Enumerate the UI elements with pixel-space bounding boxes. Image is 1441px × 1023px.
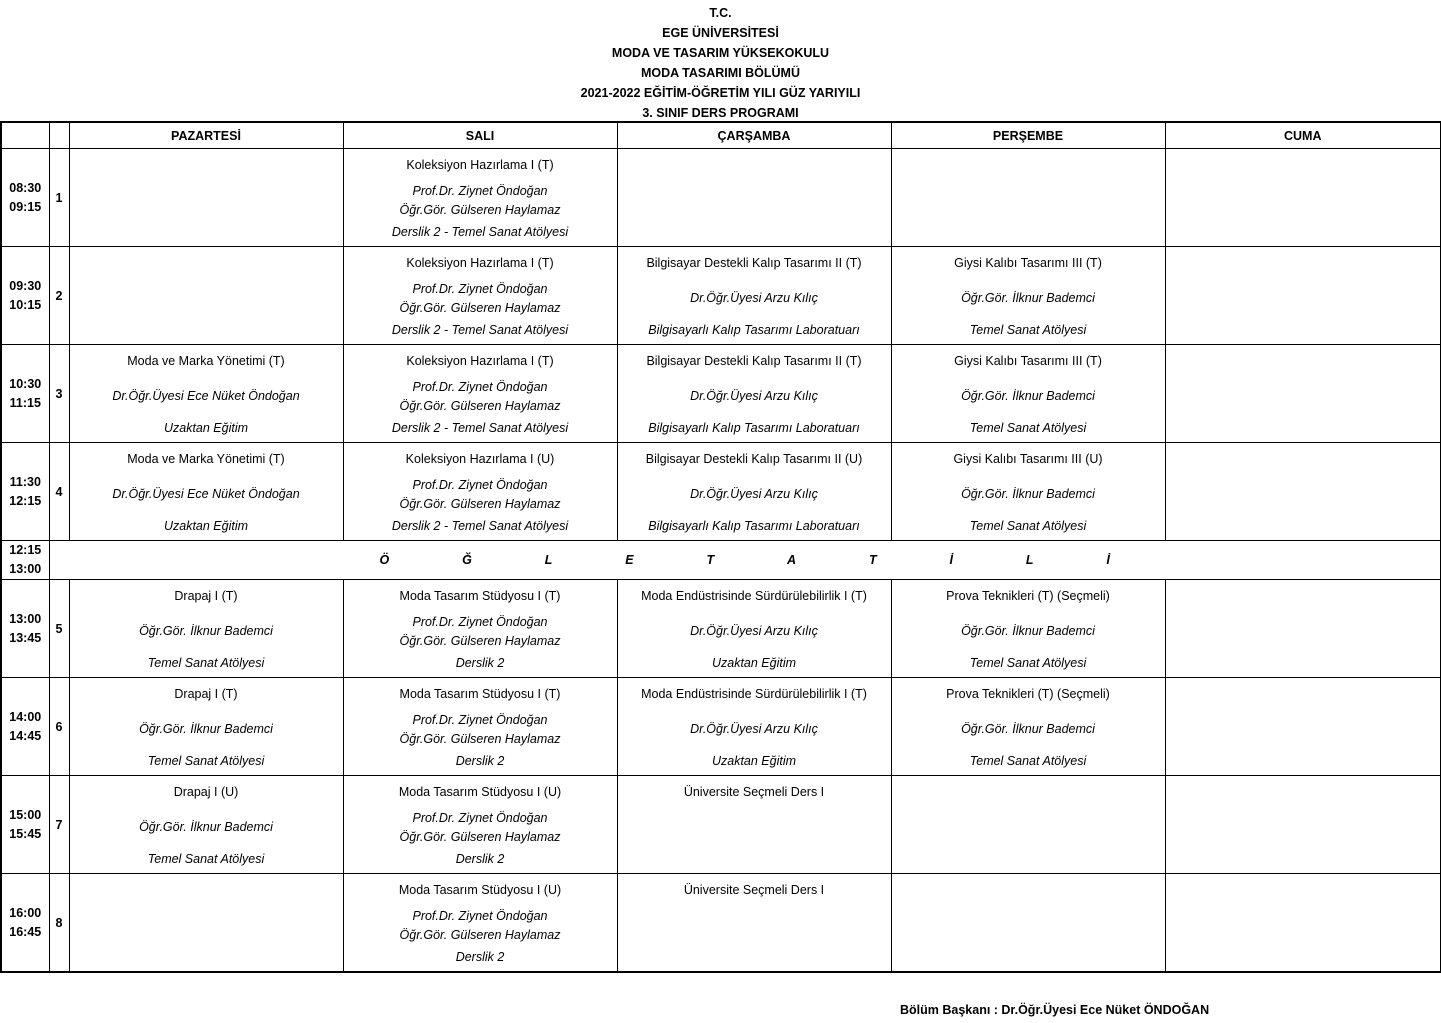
class-slot xyxy=(1166,776,1441,873)
class-slot xyxy=(70,345,343,442)
schedule-cell xyxy=(1165,149,1441,247)
instructors xyxy=(618,720,891,739)
class-slot xyxy=(618,580,891,677)
class-slot xyxy=(892,776,1165,873)
classroom: Bilgisayarlı Kalıp Tasarımı Laboratuarı xyxy=(648,323,860,337)
slot-number: 6 xyxy=(49,678,69,776)
instructor-name: Öğr.Gör. İlknur Bademci xyxy=(961,487,1095,501)
instructors xyxy=(70,387,343,406)
schedule-cell xyxy=(617,443,891,541)
class-slot xyxy=(1166,580,1441,677)
schedule-cell xyxy=(617,149,891,247)
instructor-name: Öğr.Gör. Gülseren Haylamaz xyxy=(399,732,561,746)
header-school: MODA VE TASARIM YÜKSEKOKULU xyxy=(611,46,830,60)
instructor-name: Öğr.Gör. İlknur Bademci xyxy=(961,389,1095,403)
header-university: EGE ÜNİVERSİTESİ xyxy=(662,26,779,40)
end-time: 13:45 xyxy=(9,630,42,645)
time-range xyxy=(1,247,49,345)
lunch-letter: T xyxy=(868,553,877,567)
schedule-cell xyxy=(343,580,617,678)
classroom: Temel Sanat Atölyesi xyxy=(969,323,1087,337)
instructor-name: Prof.Dr. Ziynet Öndoğan xyxy=(412,184,548,198)
class-slot xyxy=(618,247,891,344)
lunch-start: 12:15 xyxy=(9,543,42,557)
end-time: 16:45 xyxy=(9,924,42,939)
course-name: Moda Tasarım Stüdyosu I (T) xyxy=(399,589,561,603)
schedule-cell xyxy=(1165,776,1441,874)
classroom: Temel Sanat Atölyesi xyxy=(969,519,1087,533)
instructor-name: Öğr.Gör. Gülseren Haylamaz xyxy=(399,830,561,844)
instructor-name: Prof.Dr. Ziynet Öndoğan xyxy=(412,478,548,492)
schedule-cell xyxy=(617,776,891,874)
instructor-name: Öğr.Gör. İlknur Bademci xyxy=(139,722,273,736)
schedule-cell xyxy=(617,874,891,973)
class-slot xyxy=(70,776,343,873)
header-term: 2021-2022 EĞİTİM-ÖĞRETİM YILI GÜZ YARIYILI xyxy=(580,86,861,100)
end-time: 11:15 xyxy=(9,395,41,410)
instructor-name: Prof.Dr. Ziynet Öndoğan xyxy=(412,713,548,727)
schedule-cell xyxy=(343,443,617,541)
time-slot-row xyxy=(1,678,1441,776)
start-time: 13:00 xyxy=(9,611,42,626)
course-name: Koleksiyon Hazırlama I (T) xyxy=(406,158,554,172)
time-range xyxy=(1,874,49,973)
end-time: 14:45 xyxy=(9,728,42,743)
instructors xyxy=(344,711,617,749)
schedule-cell xyxy=(891,776,1165,874)
start-time: 16:00 xyxy=(9,905,42,920)
class-slot xyxy=(618,149,891,246)
instructor-name: Prof.Dr. Ziynet Öndoğan xyxy=(412,615,548,629)
instructors xyxy=(618,387,891,406)
course-name: Prova Teknikleri (T) (Seçmeli) xyxy=(946,687,1110,701)
time-range xyxy=(1,776,49,874)
header-program-title: 3. SINIF DERS PROGRAMI xyxy=(642,106,799,120)
end-time: 12:15 xyxy=(9,493,42,508)
instructors xyxy=(344,280,617,318)
course-name: Koleksiyon Hazırlama I (U) xyxy=(405,452,555,466)
class-slot xyxy=(618,345,891,442)
day-header: ÇARŞAMBA xyxy=(617,122,891,149)
schedule-cell xyxy=(69,678,343,776)
instructors xyxy=(70,485,343,504)
slot-number: 4 xyxy=(49,443,69,541)
schedule-table xyxy=(0,121,1441,973)
day-header: PAZARTESİ xyxy=(69,122,343,149)
time-slot-row xyxy=(1,345,1441,443)
course-name: Bilgisayar Destekli Kalıp Tasarımı II (U) xyxy=(645,452,863,466)
class-slot xyxy=(892,149,1165,246)
classroom: Uzaktan Eğitim xyxy=(711,754,797,768)
lunch-letter: İ xyxy=(949,553,953,567)
lunch-end: 13:00 xyxy=(9,562,42,576)
instructors xyxy=(618,289,891,308)
course-name: Moda Endüstrisinde Sürdürülebilirlik I (T) xyxy=(641,687,867,701)
lunch-letter: Ğ xyxy=(462,553,472,567)
lunch-letter: Ö xyxy=(379,553,390,567)
slot-number: 3 xyxy=(49,345,69,443)
instructor-name: Dr.Öğr.Üyesi Arzu Kılıç xyxy=(690,291,818,305)
instructor-name: Öğr.Gör. Gülseren Haylamaz xyxy=(399,634,561,648)
course-name: Bilgisayar Destekli Kalıp Tasarımı II (T) xyxy=(646,354,862,368)
schedule-cell xyxy=(1165,443,1441,541)
class-slot xyxy=(70,580,343,677)
schedule-cell xyxy=(617,580,891,678)
time-slot-row xyxy=(1,149,1441,247)
classroom: Temel Sanat Atölyesi xyxy=(969,656,1087,670)
department-head-signature: Bölüm Başkanı : Dr.Öğr.Üyesi Ece Nüket ÖNDOĞAN xyxy=(900,1003,1210,1017)
lunch-letter: İ xyxy=(1106,553,1110,567)
instructor-name: Öğr.Gör. Gülseren Haylamaz xyxy=(399,203,561,217)
classroom: Uzaktan Eğitim xyxy=(163,421,249,435)
instructor-name: Prof.Dr. Ziynet Öndoğan xyxy=(412,282,548,296)
slot-number: 8 xyxy=(49,874,69,973)
course-name: Moda Tasarım Stüdyosu I (T) xyxy=(399,687,561,701)
instructors xyxy=(70,720,343,739)
lunch-letter: L xyxy=(544,553,553,567)
time-header xyxy=(1,122,49,149)
class-slot xyxy=(618,443,891,540)
instructor-name: Öğr.Gör. Gülseren Haylamaz xyxy=(399,399,561,413)
schedule-cell xyxy=(69,149,343,247)
number-header xyxy=(49,122,69,149)
schedule-cell xyxy=(1165,874,1441,973)
time-range xyxy=(1,443,49,541)
instructor-name: Öğr.Gör. İlknur Bademci xyxy=(139,624,273,638)
lunch-letter: E xyxy=(625,553,634,567)
start-time: 11:30 xyxy=(9,474,41,489)
course-name: Drapaj I (T) xyxy=(174,687,238,701)
classroom: Temel Sanat Atölyesi xyxy=(969,754,1087,768)
class-slot xyxy=(344,247,617,344)
classroom: Temel Sanat Atölyesi xyxy=(147,656,265,670)
course-name: Moda ve Marka Yönetimi (T) xyxy=(127,452,285,466)
class-slot xyxy=(70,247,343,344)
class-slot xyxy=(344,443,617,540)
course-name: Prova Teknikleri (T) (Seçmeli) xyxy=(946,589,1110,603)
instructor-name: Dr.Öğr.Üyesi Arzu Kılıç xyxy=(690,624,818,638)
course-name: Koleksiyon Hazırlama I (T) xyxy=(406,354,554,368)
instructor-name: Prof.Dr. Ziynet Öndoğan xyxy=(412,380,548,394)
schedule-cell xyxy=(617,345,891,443)
lunch-break-text xyxy=(50,553,1441,567)
instructor-name: Dr.Öğr.Üyesi Arzu Kılıç xyxy=(690,389,818,403)
instructors xyxy=(70,818,343,837)
class-slot xyxy=(1166,874,1441,971)
class-slot xyxy=(892,247,1165,344)
schedule-cell xyxy=(891,247,1165,345)
schedule-cell xyxy=(617,678,891,776)
slot-number: 1 xyxy=(49,149,69,247)
schedule-cell xyxy=(343,776,617,874)
start-time: 09:30 xyxy=(9,278,42,293)
course-name: Giysi Kalıbı Tasarımı III (T) xyxy=(954,256,1102,270)
start-time: 14:00 xyxy=(9,709,42,724)
instructors xyxy=(344,907,617,945)
classroom: Uzaktan Eğitim xyxy=(163,519,249,533)
course-name: Drapaj I (U) xyxy=(173,785,239,799)
schedule-cell xyxy=(69,776,343,874)
class-slot xyxy=(892,443,1165,540)
classroom: Derslik 2 - Temel Sanat Atölyesi xyxy=(391,421,569,435)
start-time: 10:30 xyxy=(9,376,42,391)
course-name: Bilgisayar Destekli Kalıp Tasarımı II (T) xyxy=(646,256,862,270)
class-slot xyxy=(892,874,1165,971)
class-slot xyxy=(70,443,343,540)
class-slot xyxy=(1166,443,1441,540)
instructor-name: Öğr.Gör. Gülseren Haylamaz xyxy=(399,301,561,315)
schedule-cell xyxy=(891,345,1165,443)
start-time: 08:30 xyxy=(9,180,42,195)
instructors xyxy=(344,182,617,220)
time-slot-row xyxy=(1,247,1441,345)
instructors xyxy=(892,289,1165,308)
class-slot xyxy=(344,874,617,971)
schedule-cell xyxy=(343,874,617,973)
instructor-name: Dr.Öğr.Üyesi Ece Nüket Öndoğan xyxy=(112,487,300,501)
instructor-name: Öğr.Gör. İlknur Bademci xyxy=(961,291,1095,305)
instructors xyxy=(344,613,617,651)
class-slot xyxy=(70,874,343,971)
lunch-letter: T xyxy=(706,553,715,567)
classroom: Derslik 2 xyxy=(455,950,505,964)
classroom: Derslik 2 xyxy=(455,754,505,768)
lunch-letter: L xyxy=(1025,553,1034,567)
class-slot xyxy=(344,149,617,246)
time-range xyxy=(1,580,49,678)
schedule-cell xyxy=(891,678,1165,776)
classroom: Temel Sanat Atölyesi xyxy=(147,754,265,768)
class-slot xyxy=(344,580,617,677)
course-name: Moda Endüstrisinde Sürdürülebilirlik I (T) xyxy=(641,589,867,603)
schedule-cell xyxy=(891,443,1165,541)
instructor-name: Prof.Dr. Ziynet Öndoğan xyxy=(412,909,548,923)
day-header: SALI xyxy=(343,122,617,149)
day-header: PERŞEMBE xyxy=(891,122,1165,149)
classroom: Bilgisayarlı Kalıp Tasarımı Laboratuarı xyxy=(648,519,860,533)
header-line-1: T.C. xyxy=(709,6,732,20)
class-slot xyxy=(1166,678,1441,775)
classroom: Derslik 2 - Temel Sanat Atölyesi xyxy=(391,519,569,533)
start-time: 15:00 xyxy=(9,807,42,822)
class-slot xyxy=(618,678,891,775)
schedule-cell xyxy=(1165,247,1441,345)
schedule-cell xyxy=(343,149,617,247)
time-range xyxy=(1,678,49,776)
lunch-break-label xyxy=(49,541,1441,580)
class-slot xyxy=(70,678,343,775)
schedule-cell xyxy=(69,247,343,345)
end-time: 09:15 xyxy=(9,199,42,214)
schedule-cell xyxy=(891,149,1165,247)
instructors xyxy=(344,476,617,514)
instructors xyxy=(344,378,617,416)
class-slot xyxy=(618,874,891,971)
course-name: Üniversite Seçmeli Ders I xyxy=(683,785,825,799)
course-name: Üniversite Seçmeli Ders I xyxy=(683,883,825,897)
class-slot xyxy=(618,776,891,873)
classroom: Derslik 2 - Temel Sanat Atölyesi xyxy=(391,323,569,337)
class-slot xyxy=(892,580,1165,677)
instructor-name: Dr.Öğr.Üyesi Arzu Kılıç xyxy=(690,722,818,736)
slot-number: 7 xyxy=(49,776,69,874)
instructors xyxy=(892,485,1165,504)
header-department: MODA TASARIMI BÖLÜMÜ xyxy=(640,66,800,80)
instructor-name: Öğr.Gör. Gülseren Haylamaz xyxy=(399,928,561,942)
schedule-cell xyxy=(343,678,617,776)
schedule-cell xyxy=(343,345,617,443)
schedule-cell xyxy=(343,247,617,345)
course-name: Moda Tasarım Stüdyosu I (U) xyxy=(398,785,562,799)
day-header: CUMA xyxy=(1165,122,1441,149)
end-time: 15:45 xyxy=(9,826,42,841)
instructor-name: Öğr.Gör. İlknur Bademci xyxy=(961,722,1095,736)
instructor-name: Dr.Öğr.Üyesi Ece Nüket Öndoğan xyxy=(112,389,300,403)
instructors xyxy=(618,622,891,641)
course-name: Giysi Kalıbı Tasarımı III (U) xyxy=(953,452,1103,466)
schedule-cell xyxy=(891,580,1165,678)
classroom: Temel Sanat Atölyesi xyxy=(147,852,265,866)
instructors xyxy=(892,720,1165,739)
time-slot-row xyxy=(1,580,1441,678)
time-slot-row xyxy=(1,776,1441,874)
schedule-cell xyxy=(891,874,1165,973)
class-slot xyxy=(1166,247,1441,344)
time-range xyxy=(1,345,49,443)
instructor-name: Öğr.Gör. İlknur Bademci xyxy=(139,820,273,834)
instructors xyxy=(344,809,617,847)
course-name: Moda Tasarım Stüdyosu I (U) xyxy=(398,883,562,897)
course-name: Drapaj I (T) xyxy=(174,589,238,603)
lunch-break-row xyxy=(1,541,1441,580)
class-slot xyxy=(344,345,617,442)
class-slot xyxy=(892,345,1165,442)
course-name: Moda ve Marka Yönetimi (T) xyxy=(127,354,285,368)
class-slot xyxy=(1166,345,1441,442)
lunch-letter: A xyxy=(787,553,797,567)
schedule-cell xyxy=(1165,678,1441,776)
schedule-cell xyxy=(69,443,343,541)
course-name: Giysi Kalıbı Tasarımı III (T) xyxy=(954,354,1102,368)
instructors xyxy=(892,622,1165,641)
instructor-name: Dr.Öğr.Üyesi Arzu Kılıç xyxy=(690,487,818,501)
class-slot xyxy=(344,678,617,775)
document-header xyxy=(0,3,1441,123)
lunch-time-range xyxy=(1,541,49,580)
classroom: Derslik 2 xyxy=(455,852,505,866)
time-range xyxy=(1,149,49,247)
schedule-cell xyxy=(1165,580,1441,678)
classroom: Uzaktan Eğitim xyxy=(711,656,797,670)
end-time: 10:15 xyxy=(9,297,42,312)
course-name: Koleksiyon Hazırlama I (T) xyxy=(406,256,554,270)
instructor-name: Öğr.Gör. İlknur Bademci xyxy=(961,624,1095,638)
schedule-cell xyxy=(69,580,343,678)
classroom: Temel Sanat Atölyesi xyxy=(969,421,1087,435)
class-slot xyxy=(70,149,343,246)
day-header-row xyxy=(1,122,1441,149)
classroom: Bilgisayarlı Kalıp Tasarımı Laboratuarı xyxy=(648,421,860,435)
schedule-cell xyxy=(1165,345,1441,443)
instructor-name: Öğr.Gör. Gülseren Haylamaz xyxy=(399,497,561,511)
schedule-cell xyxy=(69,874,343,973)
instructors xyxy=(618,485,891,504)
instructors xyxy=(70,622,343,641)
slot-number: 2 xyxy=(49,247,69,345)
instructors xyxy=(892,387,1165,406)
instructor-name: Prof.Dr. Ziynet Öndoğan xyxy=(412,811,548,825)
schedule-cell xyxy=(69,345,343,443)
class-slot xyxy=(1166,149,1441,246)
time-slot-row xyxy=(1,874,1441,973)
class-slot xyxy=(892,678,1165,775)
slot-number: 5 xyxy=(49,580,69,678)
classroom: Derslik 2 - Temel Sanat Atölyesi xyxy=(391,225,569,239)
classroom: Derslik 2 xyxy=(455,656,505,670)
time-slot-row xyxy=(1,443,1441,541)
class-slot xyxy=(344,776,617,873)
schedule-cell xyxy=(617,247,891,345)
